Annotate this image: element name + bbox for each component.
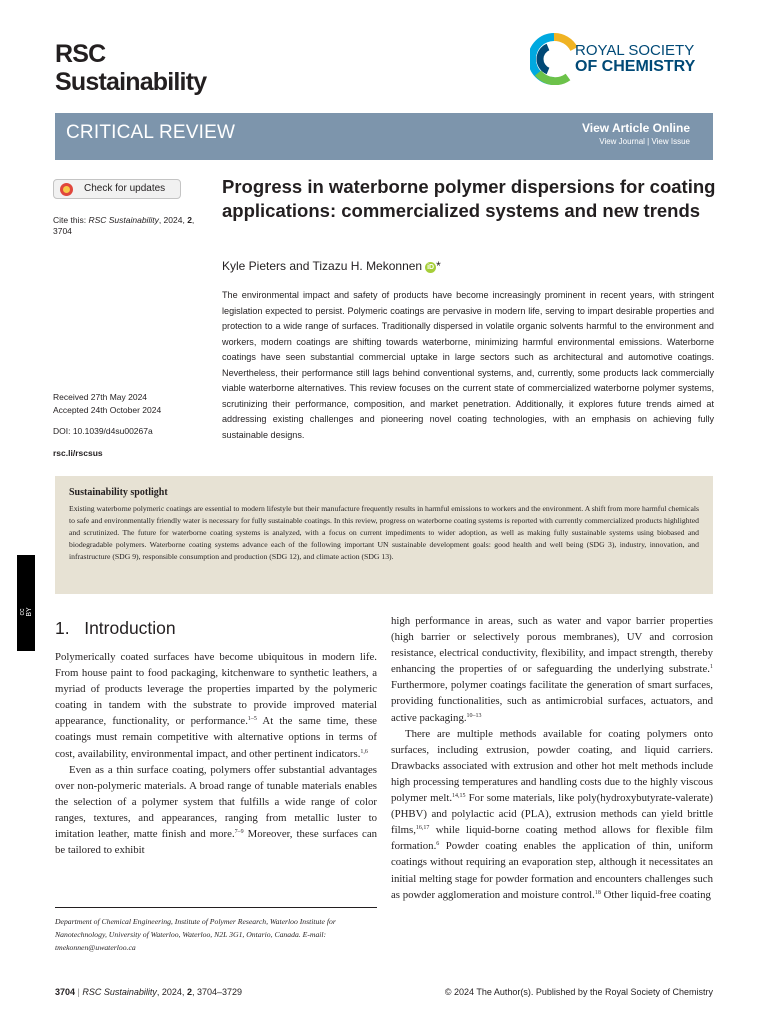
page-number: 3704 [55,987,76,997]
text-run: There are multiple methods available for coating polymers onto surfaces, including extrusion, powder coating, and liquid carriers. Drawbacks associated with extrusion and other hot melt methods include high processing temperatures and handling costs due to the highly viscous polymer melt. [391,727,713,805]
citation-ref[interactable]: 10–13 [466,712,482,719]
authors: Kyle Pieters and Tizazu H. Mekonnen [222,259,423,273]
orcid-icon[interactable]: iD [427,264,435,271]
view-links-separator: | [644,137,652,146]
journal-title [55,40,206,96]
article-title: Progress in waterborne polymer dispersions for coating applications: commercialized systems and new trends [222,176,716,221]
text-run: while liquid-borne coating method allows for flexible film formation. [391,824,713,853]
spotlight-body: Existing waterborne polymeric coatings are essential to modern lifestyle but their manufacture frequently results in harmful emissions to workers and the environment. A shift from more harmful chemicals to safe and environmentally friendly water is necessary for fully sustainable coatings. In this review, progress on waterborne coating systems is reported with currently commercialized products highlighted and scrutinized. The future for waterborne coating systems is analyzed, with a focus on current impediments to wider adoption, as well as making fully sustainable systems using biobased and biodegradable polymers. Waterborne coating systems advance each of the following important UN sustainable development goals: good health and well being (SDG 3), industry, innovation, and infrastructure (SDG 9), responsible consumption and production (SDG 12), and climate action (SDG 13). [69,504,699,561]
citation-ref[interactable]: 7–9 [234,829,244,836]
spotlight-title: Sustainability spotlight [69,487,168,498]
publisher-line1: ROYAL SOCIETY [575,42,695,59]
received-date: Received 27th May 2024 [53,392,148,402]
author-list [222,259,441,273]
page-footer-citation [55,987,242,997]
footer-pages: , 3704–3729 [191,987,243,997]
view-journal-link[interactable]: View Journal [599,137,645,146]
text-run: Even as a thin surface coating, polymers offer substantial advantages over non-polymeric materials. A broad range of tunable materials enables the selection of a polymer system that fulfills a wide range of color ranges, textures, and appearances, ranging from metallic luster to imitation leather, matte finish and more. [55,763,377,841]
body-column-right [391,613,713,903]
corresponding-author-mark: * [436,259,441,273]
abstract: The environmental impact and safety of products have become increasingly prominent in recent years, with stringent legislation expected to persist. Polymeric coatings are pervasive in modern life, serving to impart desirable properties and protection to a wide range of surfaces. Traditionally dispersed in volatile organic solvents harmful to the environment and workers, modern coatings are shifting towards waterborne, minimizing harmful environmental emissions. Waterborne coatings have seen substantial commercial uptake in large sectors such as architectural and automotive coatings. Nevertheless, their performance still lags behind conventional systems, and, currently, some products lack commercially viable waterborne alternatives. This review focuses on the current state of commercialized waterborne polymer systems, scrutinizing their performance, composition, and market penetration. Additionally, it explores future trends aimed at addressing existing challenges and pioneering novel coating technologies, with an emphasis on achieving fully sustainable designs. [222,290,714,440]
text-run: high performance in areas, such as water and vapor barrier properties (high barrier or selectively porous membranes), UV and corrosion resistance, electrical conductivity, flexibility, and impact strength, thereby enhancing the properties of or safeguarding the underlying substrate. [391,615,713,676]
citation-ref[interactable]: 1 [710,664,713,671]
view-issue-link[interactable]: View Issue [651,137,690,146]
paragraph [55,762,377,859]
text-run: Polymerically coated surfaces have become ubiquitous in modern life. From house paint to food packaging, kitchenware to synthetic leathers, a myriad of products leverage the properties imparted by the polymeric coating in tandem with the substrate to provide improved material appearance, functionality, or performance. [55,651,377,728]
citation-ref[interactable]: 6 [436,841,440,848]
citation-ref[interactable]: 14,15 [452,793,466,800]
publisher-name [575,43,695,75]
body-column-left [55,649,377,858]
paragraph [391,726,713,903]
text-run: Powder coating enables the application of thin, uniform coatings without requiring an evaporation step, although it necessitates an initial melting stage for powder formation and encounters challenges such as powder agglomeration and moisture control. [391,840,713,901]
footer-volume: 2 [186,987,192,997]
crossmark-icon [60,183,73,196]
cite-journal: RSC Sustainability [88,215,159,225]
paragraph [391,613,713,726]
text-run: Other liquid-free coating [600,888,711,901]
citation-ref[interactable]: 1,6 [360,748,368,755]
citation-ref[interactable]: 1–5 [247,716,257,723]
section-title: Introduction [84,618,176,638]
check-for-updates-button[interactable] [53,179,181,199]
doi[interactable]: DOI: 10.1039/d4su00267a [53,426,153,436]
cite-pages: , 3704 [53,215,195,236]
section-heading [55,618,176,639]
affiliation-footnote: Department of Chemical Engineering, Institute of Polymer Research, Waterloo Institute for Nanotechnology, University of Waterloo, Waterloo, N2L 3G1, Ontario, Canada. E-mail: tmekonnen@uwaterloo.ca [55,917,336,952]
rsc-short-link[interactable]: rsc.li/rscsus [53,448,103,458]
publisher-line2: OF CHEMISTRY [575,58,696,75]
paragraph [55,649,377,762]
view-article-online-link[interactable]: View Article Online [581,121,690,135]
sustainability-spotlight-box [55,476,713,594]
text-run: Moreover, these surfaces can be tailored to exhibit [55,828,378,857]
journal-title-line1: RSC [55,40,106,68]
footer-journal: RSC Sustainability [82,987,157,997]
cite-year: , 2024, [158,215,188,225]
accepted-date: Accepted 24th October 2024 [53,405,162,415]
check-for-updates-label: Check for updates [84,183,166,194]
footer-copyright: © 2024 The Author(s). Published by the Royal Society of Chemistry [444,987,713,997]
text-run: At the same time, these coatings must remain competitive with alternative options in terms of cost, availability, environmental impact, and other pertinent indicators. [55,715,377,760]
cite-this [53,215,213,237]
license-label: cc BY [19,607,33,617]
footnote-divider [55,907,377,908]
cite-label: Cite this: [53,215,89,225]
footer-year: , 2024, [156,987,187,997]
view-links [599,137,690,146]
footer-separator: | [75,987,83,997]
text-run: For some materials, like poly(hydroxybutyrate-valerate) (PHBV) and polylactic acid (PLA), extrusion methods can yield brittle films, [391,792,713,837]
creative-commons-license-icon[interactable] [17,555,35,651]
section-number: 1. [55,618,70,638]
text-run: Furthermore, polymer coatings facilitate the generation of smart surfaces, providing functionalities, such as antimicrobial surfaces, actuators, and active packaging. [391,679,713,724]
article-type-label: CRITICAL REVIEW [66,122,236,143]
cite-volume: 2 [187,215,192,225]
citation-ref[interactable]: 18 [594,889,601,896]
journal-title-line2: Sustainability [55,68,207,96]
citation-ref[interactable]: 16,17 [415,825,430,832]
